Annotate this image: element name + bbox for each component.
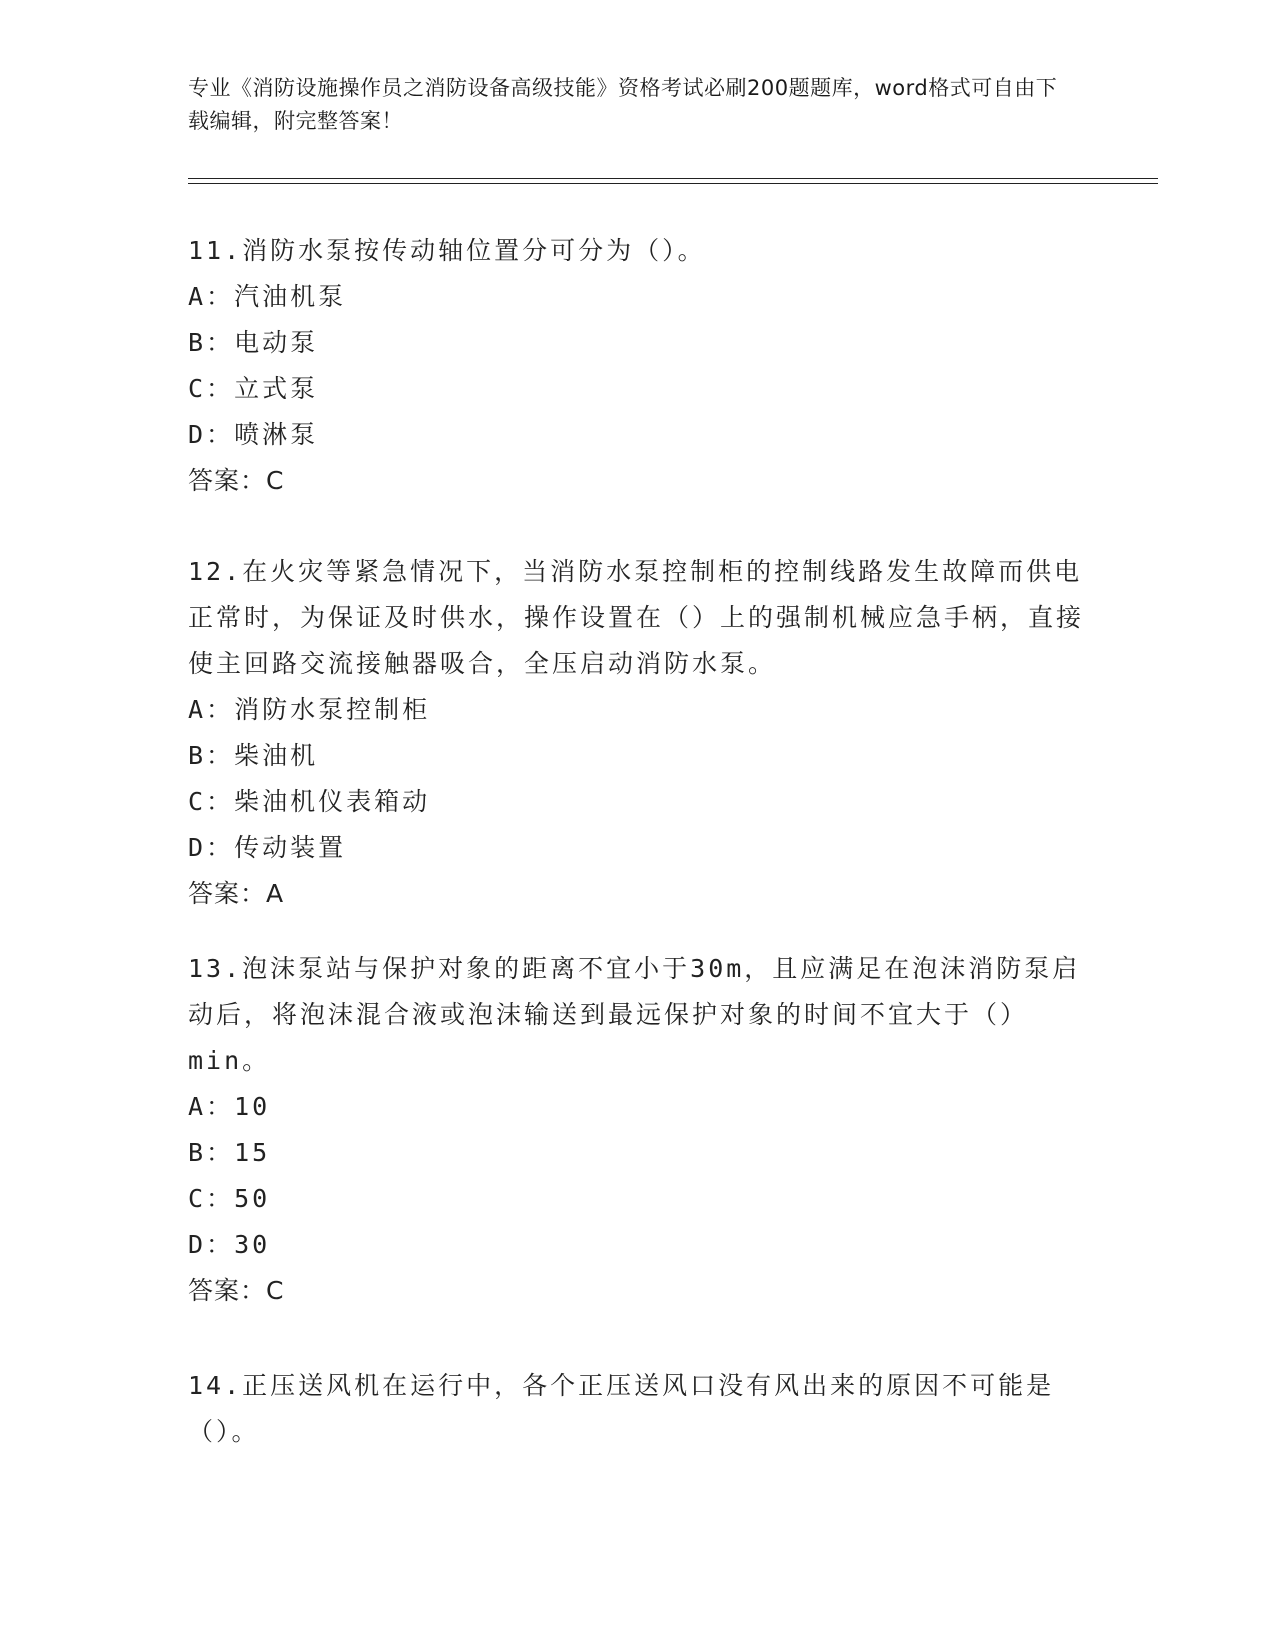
option-d: D： 喷淋泵 (188, 420, 319, 449)
document-header: 专业《消防设施操作员之消防设备高级技能》资格考试必刷200题题库，word格式可自由下载编辑，附完整答案！ (188, 76, 1058, 133)
option-b: B： 电动泵 (188, 328, 319, 357)
option-d: D： 30 (188, 1230, 271, 1259)
option-d: D： 传动装置 (188, 833, 347, 862)
header-divider-bottom (188, 183, 1158, 184)
question-stem: 12.在火灾等紧急情况下，当消防水泵控制柜的控制线路发生故障而供电正常时，为保证及时供水，操作设置在（）上的强制机械应急手柄，直接使主回路交流接触器吸合，全压启动消防水泵。 (188, 557, 1085, 678)
option-a: A： 汽油机泵 (188, 282, 347, 311)
answer-line: 答案：C (188, 1276, 285, 1305)
answer-line: 答案：C (188, 466, 285, 495)
option-a: A： 10 (188, 1092, 271, 1121)
header-divider-top (188, 178, 1158, 179)
option-c: C： 50 (188, 1184, 271, 1213)
question-14 (188, 1363, 1088, 1455)
question-stem: 13.泡沫泵站与保护对象的距离不宜小于30m，且应满足在泡沫消防泵启动后，将泡沫混合液或泡沫输送到最远保护对象的时间不宜大于（）min。 (188, 954, 1081, 1075)
question-11 (188, 228, 1088, 504)
answer-line: 答案：A (188, 879, 285, 908)
answer-value: C (266, 1276, 285, 1305)
option-b: B： 15 (188, 1138, 271, 1167)
question-stem: 11.消防水泵按传动轴位置分可分为（）。 (188, 236, 706, 265)
question-stem: 14.正压送风机在运行中，各个正压送风口没有风出来的原因不可能是（）。 (188, 1371, 1055, 1446)
answer-value: A (266, 879, 285, 908)
question-13 (188, 946, 1088, 1314)
option-c: C： 立式泵 (188, 374, 319, 403)
answer-value: C (266, 466, 285, 495)
option-c: C： 柴油机仪表箱动 (188, 787, 431, 816)
option-a: A： 消防水泵控制柜 (188, 695, 431, 724)
option-b: B： 柴油机 (188, 741, 319, 770)
question-12 (188, 549, 1088, 917)
